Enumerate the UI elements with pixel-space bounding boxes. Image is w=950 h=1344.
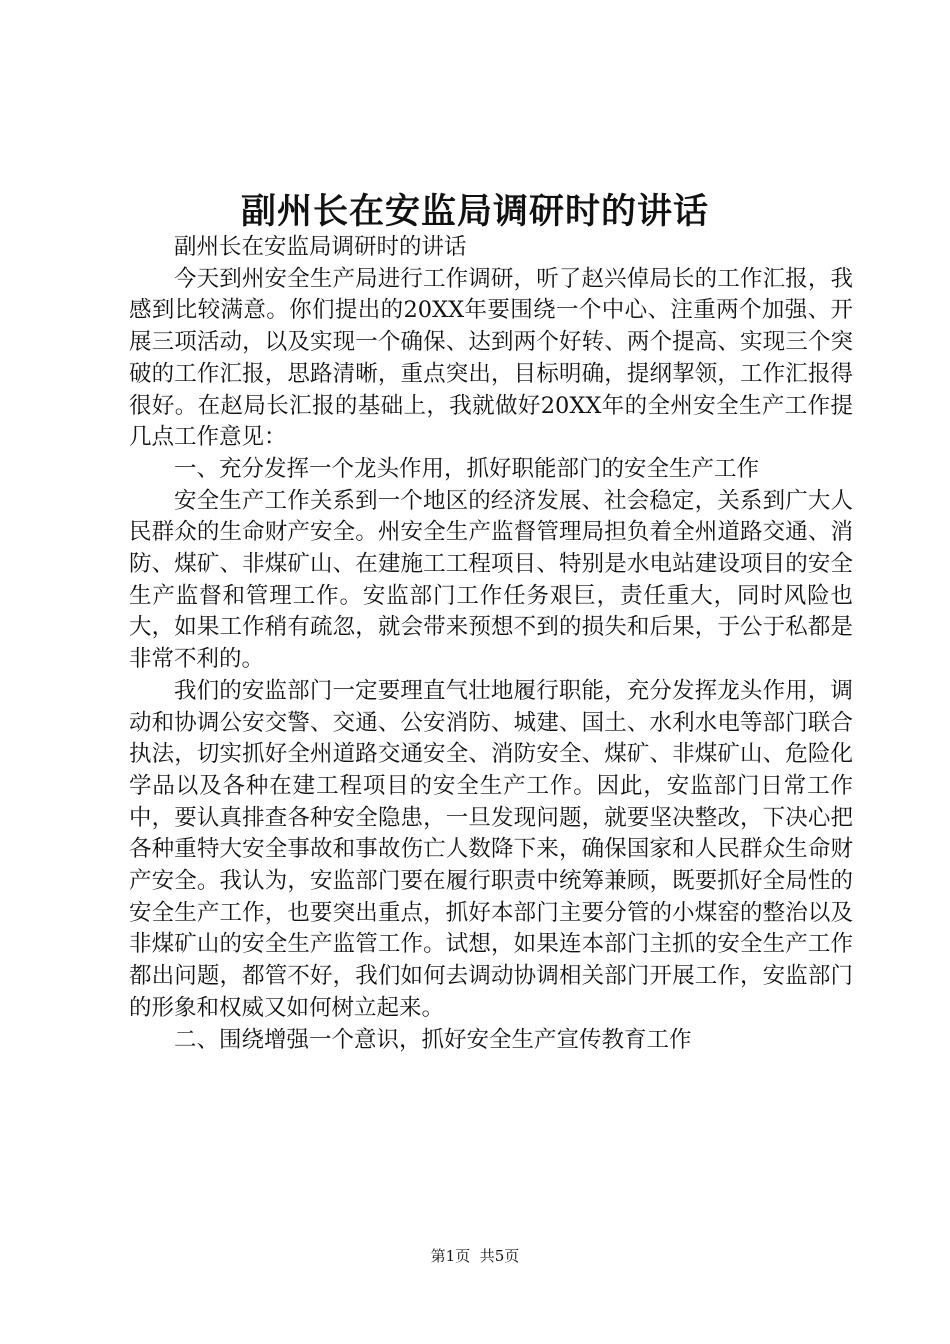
paragraph-section-1-b: 我们的安监部门一定要理直气壮地履行职能，充分发挥龙头作用，调动和协调公安交警、交通、公安消防、城建、国土、水利水电等部门联合执法，切实抓好全州道路交通安全、消防安全、煤矿、非煤矿山、危险化学品以及各种在建工程项目的安全生产工作。因此，安监部门日常工作中，要认真排查各种安全隐患，一旦发现问题，就要坚决整改，下决心把各种重特大安全事故和事故伤亡人数降下来，确保国家和人民群众生命财产安全。我认为，安监部门要在履行职责中统筹兼顾，既要抓好全局性的安全生产工作，也要突出重点，抓好本部门主要分管的小煤窑的整治以及非煤矿山的安全生产监管工作。试想，如果连本部门主抓的安全生产工作都出问题，都管不好，我们如何去调动协调相关部门开展工作，安监部门的形象和权威又如何树立起来。	[129, 677, 853, 1021]
section-heading-1: 一、充分发挥一个龙头作用，抓好职能部门的安全生产工作	[174, 455, 760, 482]
page-footer	[0, 1245, 950, 1266]
document-body	[129, 232, 853, 1056]
document-title: 副州长在安监局调研时的讲话	[240, 191, 709, 232]
paragraph-subtitle: 副州长在安监局调研时的讲话	[174, 234, 467, 260]
paragraph-intro: 今天到州安全生产局进行工作调研，听了赵兴倬局长的工作汇报，我感到比较满意。你们提出的20XX年要围绕一个中心、注重两个加强、开展三项活动，以及实现一个确保、达到两个好转、两个提高、实现三个突破的工作汇报，思路清晰，重点突出，目标明确，提纲挈领，工作汇报得很好。在赵局长汇报的基础上，我就做好20XX年的全州安全生产工作提几点工作意见：	[129, 265, 853, 451]
page-number: 第1页	[430, 1247, 471, 1265]
section-heading-2: 二、围绕增强一个意识，抓好安全生产宣传教育工作	[174, 1026, 692, 1053]
page-total: 共5页	[479, 1247, 520, 1265]
paragraph-section-1-a: 安全生产工作关系到一个地区的经济发展、社会稳定，关系到广大人民群众的生命财产安全。州安全生产监督管理局担负着全州道路交通、消防、煤矿、非煤矿山、在建施工工程项目、特别是水电站建设项目的安全生产监督和管理工作。安监部门工作任务艰巨，责任重大，同时风险也大，如果工作稍有疏忽，就会带来预想不到的损失和后果，于公于私都是非常不利的。	[129, 487, 853, 673]
